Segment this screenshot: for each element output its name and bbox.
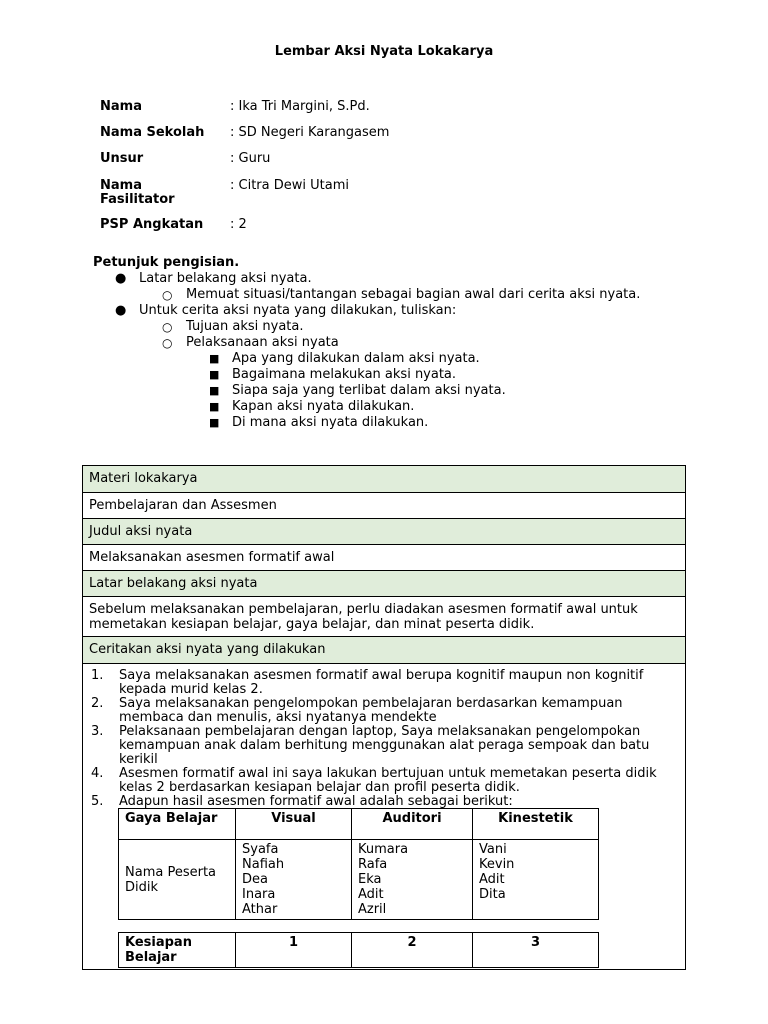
info-label: Nama — [100, 99, 142, 114]
table-header-cell: Visual — [236, 809, 352, 840]
aksi-nyata-form — [82, 465, 686, 970]
list-item: 5. Adapun hasil asesmen formatif awal adalah sebagai berikut: — [91, 794, 513, 809]
table-header-cell: Auditori — [352, 809, 473, 840]
list-item: Dita — [479, 887, 506, 902]
table-cell: Nama Peserta Didik — [119, 840, 236, 920]
circle-bullet-icon: ○ — [162, 336, 173, 350]
info-label: PSP Angkatan — [100, 217, 204, 232]
list-item: ■ Apa yang dilakukan dalam aksi nyata. — [209, 351, 480, 366]
table-cell: 3 — [473, 933, 599, 968]
list-item: ○ Memuat situasi/tantangan sebagai bagian awal dari cerita aksi nyata. — [162, 287, 641, 302]
list-item: Vani — [479, 842, 507, 857]
list-item: ○ Pelaksanaan aksi nyata — [162, 335, 339, 350]
bullet-icon: ● — [115, 271, 127, 286]
info-value: : SD Negeri Karangasem — [230, 125, 390, 140]
list-item: 4. Asesmen formatif awal ini saya lakukan bertujuan untuk memetakan peserta didik kelas 2 berdasarkan kesiapan belajar dan profil peserta didik. — [91, 766, 657, 795]
cerita-list — [91, 669, 681, 809]
latar-label: Latar belakang aksi nyata — [83, 571, 685, 597]
info-value: : Ika Tri Margini, S.Pd. — [230, 99, 370, 114]
instructions-heading: Petunjuk pengisian. — [93, 255, 240, 270]
latar-value: Sebelum melaksanakan pembelajaran, perlu diadakan asesmen formatif awal untuk memetakan kesiapan belajar, gaya belajar, dan minat peserta didik. — [83, 597, 685, 637]
table-row — [119, 933, 599, 968]
list-item: ■ Di mana aksi nyata dilakukan. — [209, 415, 429, 430]
list-item: ○ Tujuan aksi nyata. — [162, 319, 304, 334]
gaya-belajar-table — [118, 808, 599, 920]
instructions — [93, 255, 646, 431]
table-cell: 1 — [236, 933, 352, 968]
list-item: Athar — [242, 902, 278, 917]
table-cell — [473, 840, 599, 920]
list-item: ■ Bagaimana melakukan aksi nyata. — [209, 367, 457, 382]
info-label: Nama Fasilitator — [100, 178, 175, 207]
materi-value: Pembelajaran dan Assesmen — [83, 493, 685, 519]
list-item: Kevin — [479, 857, 515, 872]
judul-value: Melaksanakan asesmen formatif awal — [83, 545, 685, 571]
list-item: Syafa — [242, 842, 279, 857]
info-label: Unsur — [100, 151, 144, 166]
square-bullet-icon: ■ — [209, 384, 220, 397]
table-cell — [352, 840, 473, 920]
list-item: ■ Siapa saja yang terlibat dalam aksi nyata. — [209, 383, 506, 398]
kesiapan-belajar-table — [118, 932, 599, 968]
info-value: : Guru — [230, 151, 271, 166]
list-item: Adit — [358, 887, 384, 902]
cerita-label: Ceritakan aksi nyata yang dilakukan — [83, 637, 685, 664]
list-item: 2. Saya melaksanakan pengelompokan pembelajaran berdasarkan kemampuan membaca dan menulis, aksi nyatanya mendekte — [91, 696, 623, 725]
list-item: 1. Saya melaksanakan asesmen formatif awal berupa kognitif maupun non kognitif kepada murid kelas 2. — [91, 668, 644, 697]
table-header-cell: Kinestetik — [473, 809, 599, 840]
info-value: : Citra Dewi Utami — [230, 178, 349, 193]
square-bullet-icon: ■ — [209, 416, 220, 429]
table-header-cell: Kesiapan Belajar — [119, 933, 236, 968]
judul-label: Judul aksi nyata — [83, 519, 685, 545]
info-label: Nama Sekolah — [100, 125, 205, 140]
square-bullet-icon: ■ — [209, 352, 220, 365]
table-row — [119, 840, 599, 920]
circle-bullet-icon: ○ — [162, 320, 173, 334]
list-item: ● Untuk cerita aksi nyata yang dilakukan, tuliskan: — [115, 303, 457, 318]
list-item: Eka — [358, 872, 382, 887]
list-item: Inara — [242, 887, 276, 902]
list-item: Nafiah — [242, 857, 285, 872]
table-cell: 2 — [352, 933, 473, 968]
table-header-cell: Gaya Belajar — [119, 809, 236, 840]
list-item: Rafa — [358, 857, 388, 872]
list-item: ● Latar belakang aksi nyata. — [115, 271, 312, 286]
table-row — [119, 809, 599, 840]
circle-bullet-icon: ○ — [162, 288, 173, 302]
square-bullet-icon: ■ — [209, 400, 220, 413]
list-item: 3. Pelaksanaan pembelajaran dengan laptop, Saya melaksanakan pengelompokan kemampuan anak dalam berhitung menggunakan alat peraga sempoak dan batu kerikil — [91, 724, 650, 767]
list-item: Dea — [242, 872, 268, 887]
materi-label: Materi lokakarya — [83, 466, 685, 493]
list-item: ■ Kapan aksi nyata dilakukan. — [209, 399, 415, 414]
bullet-icon: ● — [115, 303, 127, 318]
table-cell — [236, 840, 352, 920]
list-item: Kumara — [358, 842, 409, 857]
info-value: : 2 — [230, 217, 247, 232]
page-title: Lembar Aksi Nyata Lokakarya — [274, 44, 494, 59]
list-item: Adit — [479, 872, 505, 887]
square-bullet-icon: ■ — [209, 368, 220, 381]
list-item: Azril — [358, 902, 387, 917]
